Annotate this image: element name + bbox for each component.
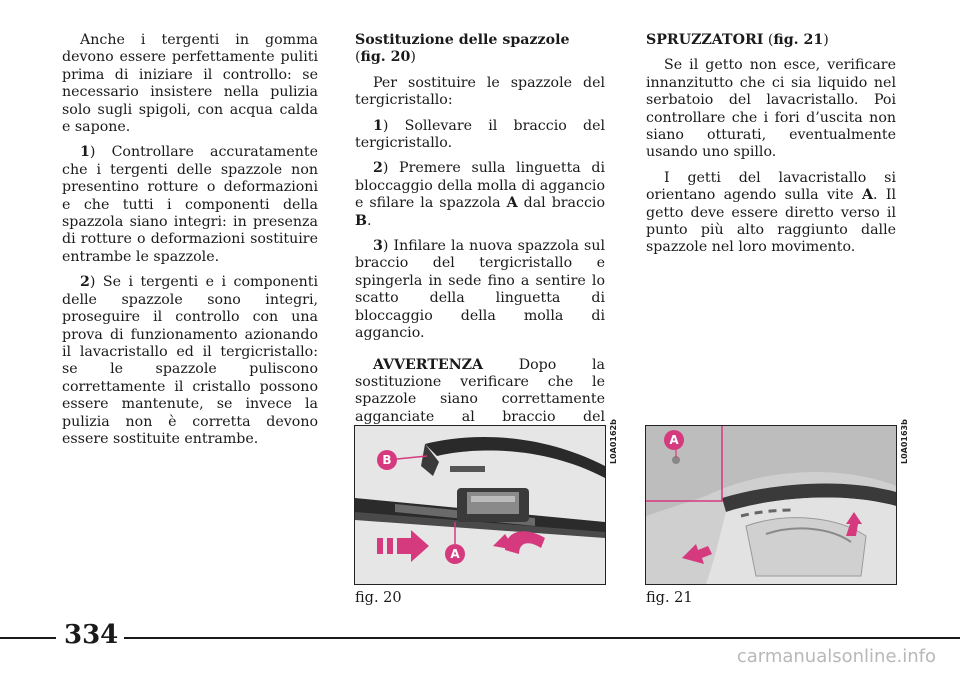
step-number: 3 bbox=[373, 238, 383, 255]
warning-text: Dopo la sostituzione verificare che le spazzole siano correttamente agganciate al braccio del bbox=[355, 356, 605, 425]
warning-label: AVVERTENZA bbox=[373, 356, 484, 373]
figure-caption: fig. 21 bbox=[646, 590, 693, 606]
step-text: ) Infilare la nuova spazzola sul braccio del tergicristallo e spingerla in sede fino a sentire lo scatto della linguetta di bloccaggio della molla di aggancio. bbox=[355, 238, 605, 342]
text-column-3 bbox=[646, 32, 896, 265]
paragraph: Anche i tergenti in gomma devono essere perfettamente puliti prima di iniziare il controllo: se necessario insistere nella pulizia solo sugli spigoli, con acqua calda e sapone. bbox=[62, 32, 318, 136]
paragraph-step-2 bbox=[62, 274, 318, 448]
paragraph: Per sostituire le spazzole del tergicristallo: bbox=[355, 74, 605, 109]
footer-rule-left bbox=[0, 637, 56, 639]
label-ref: B bbox=[355, 212, 367, 229]
section-heading bbox=[646, 32, 896, 49]
heading-paren: ) bbox=[823, 32, 829, 48]
washer-jets-illustration bbox=[646, 426, 896, 584]
step-number: 2 bbox=[80, 274, 90, 291]
heading-text: SPRUZZATORI bbox=[646, 32, 764, 48]
watermark: carmanualsonline.info bbox=[736, 646, 936, 667]
step-text: ) Sollevare il braccio del tergicristallo. bbox=[355, 117, 605, 152]
step-text: ) Se i tergenti e i componenti delle spazzole sono integri, proseguire il controllo con una prova di funzionamento azionando il lavacristallo ed il tergicristallo: se le spazzole puliscono correttamente il cristallo possono essere mantenute, se invece la pulizia non è corretta devono essere sostituite entrambe. bbox=[62, 274, 318, 447]
text-column-2 bbox=[355, 32, 605, 452]
heading-paren: ) bbox=[410, 49, 416, 66]
figure-code: L0A0162b bbox=[609, 419, 618, 464]
figure-reference: fig. 20 bbox=[360, 49, 411, 66]
footer-rule-right bbox=[124, 637, 960, 639]
wiper-blade-illustration bbox=[355, 426, 605, 584]
figure-caption: fig. 20 bbox=[355, 590, 402, 606]
figure-wiper-blade bbox=[354, 425, 606, 585]
step-text: ) Controllare accuratamente che i tergenti delle spazzole non presentino rotture o deformazioni e che tutti i componenti della spazzola siano integri: in presenza di rotture o deformazioni sostituire entrambe le spazzole. bbox=[62, 144, 318, 265]
paragraph-text: I getti del lavacristallo si orientano agendo sulla vite bbox=[646, 169, 896, 204]
step-number: 1 bbox=[373, 117, 383, 134]
heading-paren: ( bbox=[355, 49, 361, 66]
heading-text: Sostituzione delle spazzole bbox=[355, 32, 570, 48]
figure-reference: fig. 21 bbox=[773, 32, 824, 48]
step-number: 2 bbox=[373, 160, 383, 177]
paragraph bbox=[646, 170, 896, 257]
paragraph-text: . Il getto deve essere diretto verso il punto più alto raggiunto dalle spazzole nel loro movimento. bbox=[646, 187, 896, 256]
paragraph-step-3 bbox=[355, 238, 605, 342]
label-b-badge: B bbox=[377, 450, 397, 470]
figure-washer-jets bbox=[645, 425, 897, 585]
label-a-badge: A bbox=[445, 544, 465, 564]
label-ref: A bbox=[506, 195, 518, 212]
label-ref: A bbox=[861, 187, 873, 204]
heading-paren: ( bbox=[763, 32, 774, 48]
step-number: 1 bbox=[80, 144, 90, 161]
step-text: ) Premere sulla linguetta di bloccaggio della molla di aggancio e sfilare la spazzola bbox=[355, 160, 605, 212]
paragraph-step-2 bbox=[355, 160, 605, 230]
step-text: dal braccio bbox=[517, 195, 605, 212]
figure-code: L0A0163b bbox=[900, 419, 909, 464]
paragraph-step-1 bbox=[62, 144, 318, 266]
text-column-1 bbox=[62, 32, 318, 456]
step-text: . bbox=[367, 212, 372, 229]
section-heading bbox=[355, 32, 605, 67]
label-a-badge: A bbox=[664, 430, 684, 450]
page-number: 334 bbox=[64, 620, 119, 650]
paragraph-step-1 bbox=[355, 118, 605, 153]
paragraph: Se il getto non esce, verificare innanzitutto che ci sia liquido nel serbatoio del lavacristallo. Poi controllare che i fori d’uscita non siano otturati, eventualmente usando uno spillo. bbox=[646, 57, 896, 161]
